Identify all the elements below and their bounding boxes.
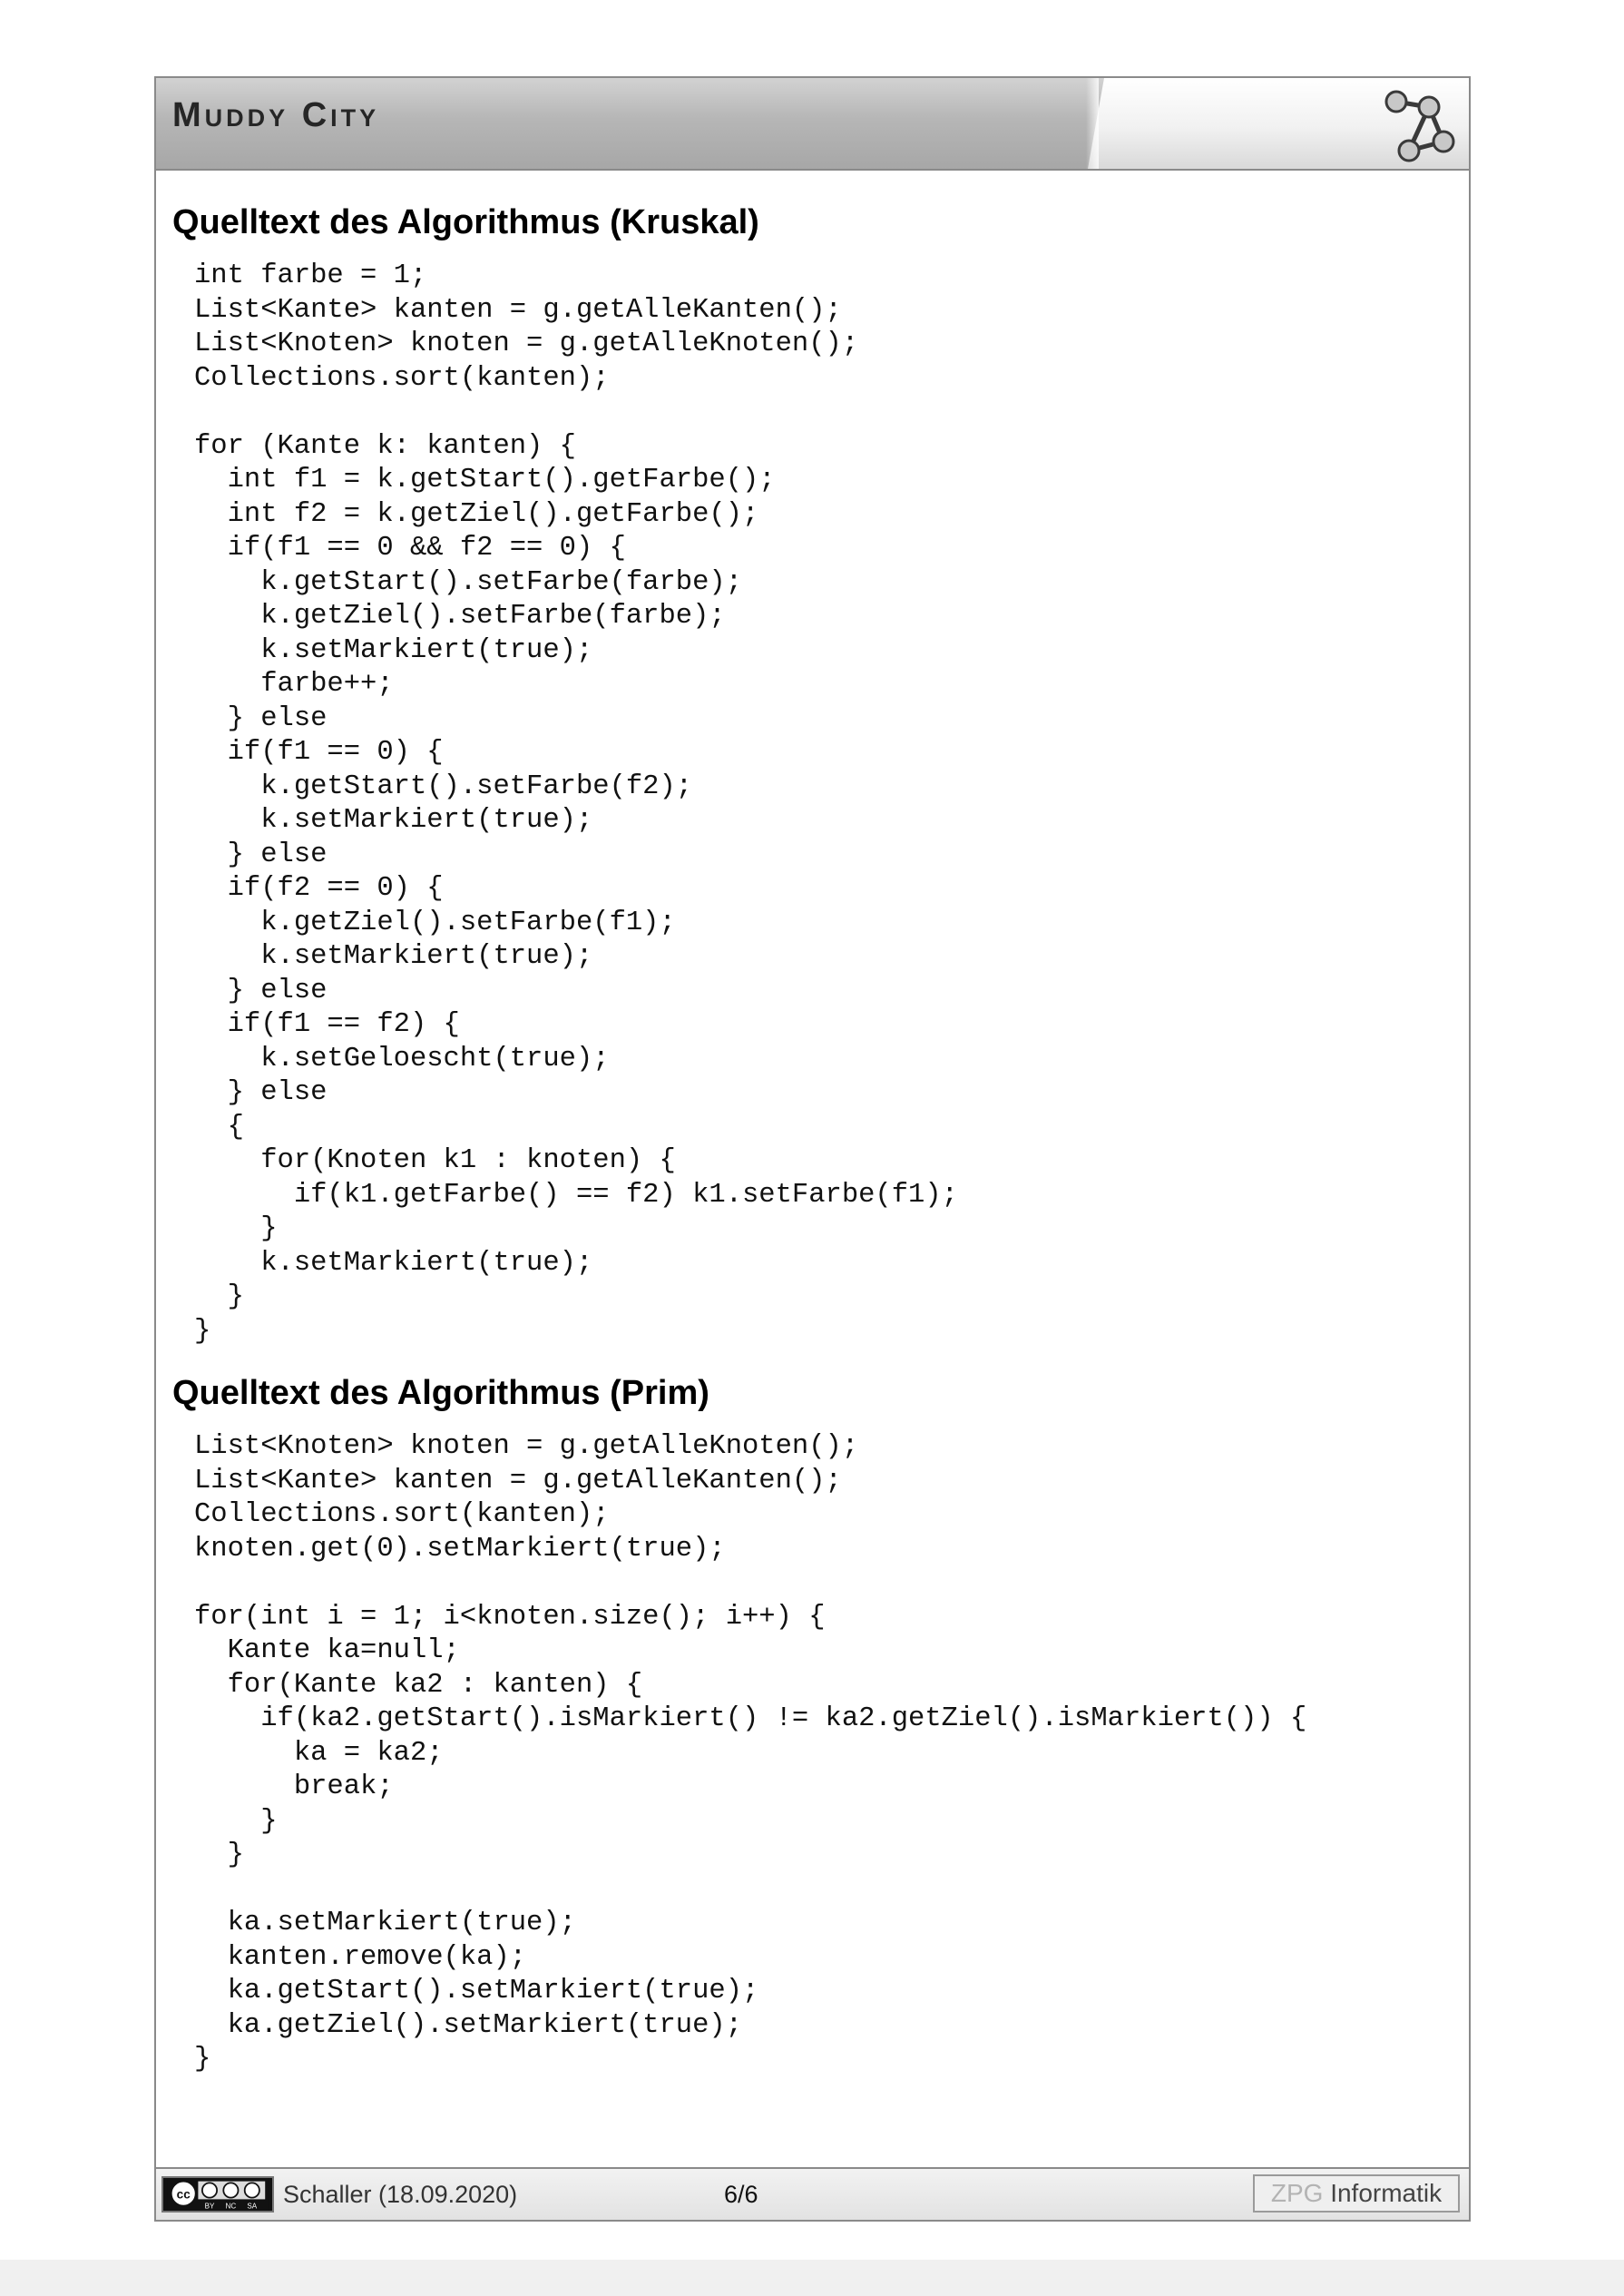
cc-by-nc-sa-icon — [161, 2176, 274, 2213]
worksheet-frame — [154, 76, 1471, 2222]
viewer-bottom-band — [0, 2260, 1624, 2296]
zpg-brand-dark: Informatik — [1330, 2179, 1443, 2207]
page-header — [156, 78, 1469, 171]
kruskal-heading: Quelltext des Algorithmus (Kruskal) — [172, 203, 759, 241]
zpg-brand-light: ZPG — [1270, 2179, 1324, 2207]
prim-code-block: List<Knoten> knoten = g.getAlleKnoten(); List<Kante> kanten = g.getAlleKanten(); Collections.sort(kanten); knoten.get(0).setMarkiert(true); for(int i = 1; i<knoten.size(); i++) { Kante ka=null; for(Kante ka2 : kanten) { if(ka2.getStart().isMarkiert() != ka2.getZiel().isMarkiert()) { ka = ka2; break; } } ka.setMarkiert(true); kanten.remove(ka); ka.getStart().setMarkiert(true); ka.getZiel().setMarkiert(true); } — [194, 1431, 1307, 2075]
graph-network-icon — [1376, 83, 1458, 165]
footer-author: Schaller (18.09.2020) — [283, 2181, 518, 2208]
sa-label: SA — [247, 2202, 258, 2211]
zpg-brand — [1253, 2174, 1460, 2213]
document-title: Muddy City — [172, 96, 380, 134]
by-label: BY — [204, 2202, 215, 2211]
cc-label: cc — [176, 2187, 191, 2202]
nc-label: NC — [225, 2202, 237, 2211]
prim-heading: Quelltext des Algorithmus (Prim) — [172, 1374, 709, 1412]
kruskal-code-block: int farbe = 1; List<Kante> kanten = g.getAlleKanten(); List<Knoten> knoten = g.getAlleKnoten(); Collections.sort(kanten); for (Kante k: kanten) { int f1 = k.getStart().getFarbe(); int f2 = k.getZiel().getFarbe(); if(f1 == 0 && f2 == 0) { k.getStart().setFarbe(farbe); k.getZiel().setFarbe(farbe); k.setMarkiert(true); farbe++; } else if(f1 == 0) { k.getStart().setFarbe(f2); k.setMarkiert(true); } else if(f2 == 0) { k.getZiel().setFarbe(f1); k.setMarkiert(true); } else if(f1 == f2) { k.setGeloescht(true); } else { for(Knoten k1 : knoten) { if(k1.getFarbe() == f2) k1.setFarbe(f1); } k.setMarkiert(true); } } — [194, 260, 958, 1347]
header-divider — [1086, 78, 1099, 169]
page-number: 6/6 — [724, 2181, 758, 2208]
page-footer — [156, 2167, 1469, 2220]
